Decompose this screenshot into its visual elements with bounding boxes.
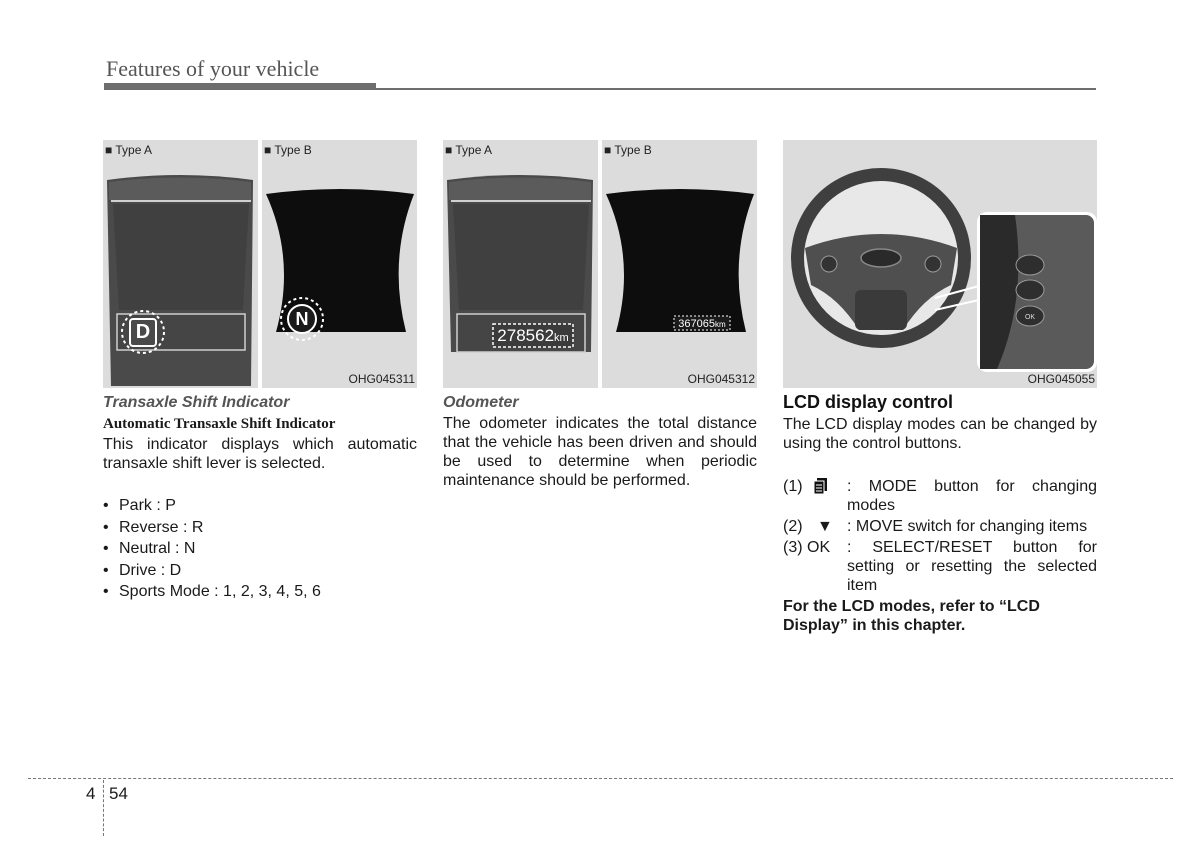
reference-note: For the LCD modes, refer to “LCD Display” in this chapter. <box>783 598 1040 634</box>
steering-wheel-illustration <box>783 140 1097 388</box>
control-list <box>783 477 1097 595</box>
control-item-ok: (3) OK : SELECT/RESET button for setting or resetting the selected item <box>783 539 1097 594</box>
list-item: • Reverse : R <box>103 517 417 539</box>
section-subtitle: Automatic Transaxle Shift Indicator <box>103 416 336 432</box>
svg-text:OK: OK <box>1024 314 1036 321</box>
type-b-label: ■ Type B <box>264 143 312 157</box>
control-item-mode: (1) : MODE button for changing modes <box>783 478 1097 514</box>
paragraph: The LCD display modes can be changed by using the control buttons. <box>783 416 1097 452</box>
cluster-type-b-illustration <box>262 140 417 388</box>
type-b-panel <box>262 140 417 388</box>
down-triangle-icon: ▼ <box>817 518 833 535</box>
paragraph: This indicator displays which automatic transaxle shift lever is selected. <box>103 436 417 472</box>
column-shift-indicator <box>103 140 417 603</box>
gear-indicator-n: N <box>295 309 309 329</box>
odometer-reading-b: 367065km <box>678 318 726 330</box>
gear-indicator-d: D <box>135 321 151 343</box>
figure-odometer <box>443 140 757 388</box>
section-title: Transaxle Shift Indicator <box>103 394 290 411</box>
cluster-type-a-illustration <box>443 140 598 388</box>
figure-steering-wheel <box>783 140 1097 388</box>
type-b-panel <box>602 140 757 388</box>
page-number: 54 <box>109 784 128 803</box>
cluster-type-a-illustration <box>103 140 258 388</box>
figure-code: OHG045055 <box>1027 372 1095 386</box>
figure-code: OHG045311 <box>348 372 415 386</box>
list-item: • Neutral : N <box>103 538 417 560</box>
type-a-label: ■ Type A <box>445 143 493 157</box>
paragraph: The odometer indicates the total distance that the vehicle has been driven and should be used to determine when periodic maintenance should be performed. <box>443 415 757 489</box>
column-lcd-control <box>783 140 1097 635</box>
mode-icon <box>813 477 829 495</box>
list-item: • Sports Mode : 1, 2, 3, 4, 5, 6 <box>103 581 417 603</box>
type-a-panel <box>103 140 258 388</box>
odometer-reading-a: 278562km <box>497 326 569 345</box>
type-a-label: ■ Type A <box>105 143 153 157</box>
list-item: • Drive : D <box>103 560 417 582</box>
cluster-type-b-illustration <box>602 140 757 388</box>
header-rule-thin <box>104 88 1096 90</box>
type-a-panel <box>443 140 598 388</box>
running-header: Features of your vehicle <box>106 56 320 81</box>
footer-divider <box>103 780 104 836</box>
section-title: LCD display control <box>783 392 954 412</box>
list-item: • Park : P <box>103 495 417 517</box>
column-odometer <box>443 140 757 490</box>
footer-rule <box>28 778 1173 779</box>
chapter-number: 4 <box>86 784 96 803</box>
figure-shift-indicator <box>103 140 417 388</box>
type-b-label: ■ Type B <box>604 143 652 157</box>
figure-code: OHG045312 <box>687 372 755 386</box>
section-title: Odometer <box>443 394 519 411</box>
bullet-list <box>103 495 417 603</box>
control-item-move: (2) ▼ : MOVE switch for changing items <box>783 518 1088 535</box>
